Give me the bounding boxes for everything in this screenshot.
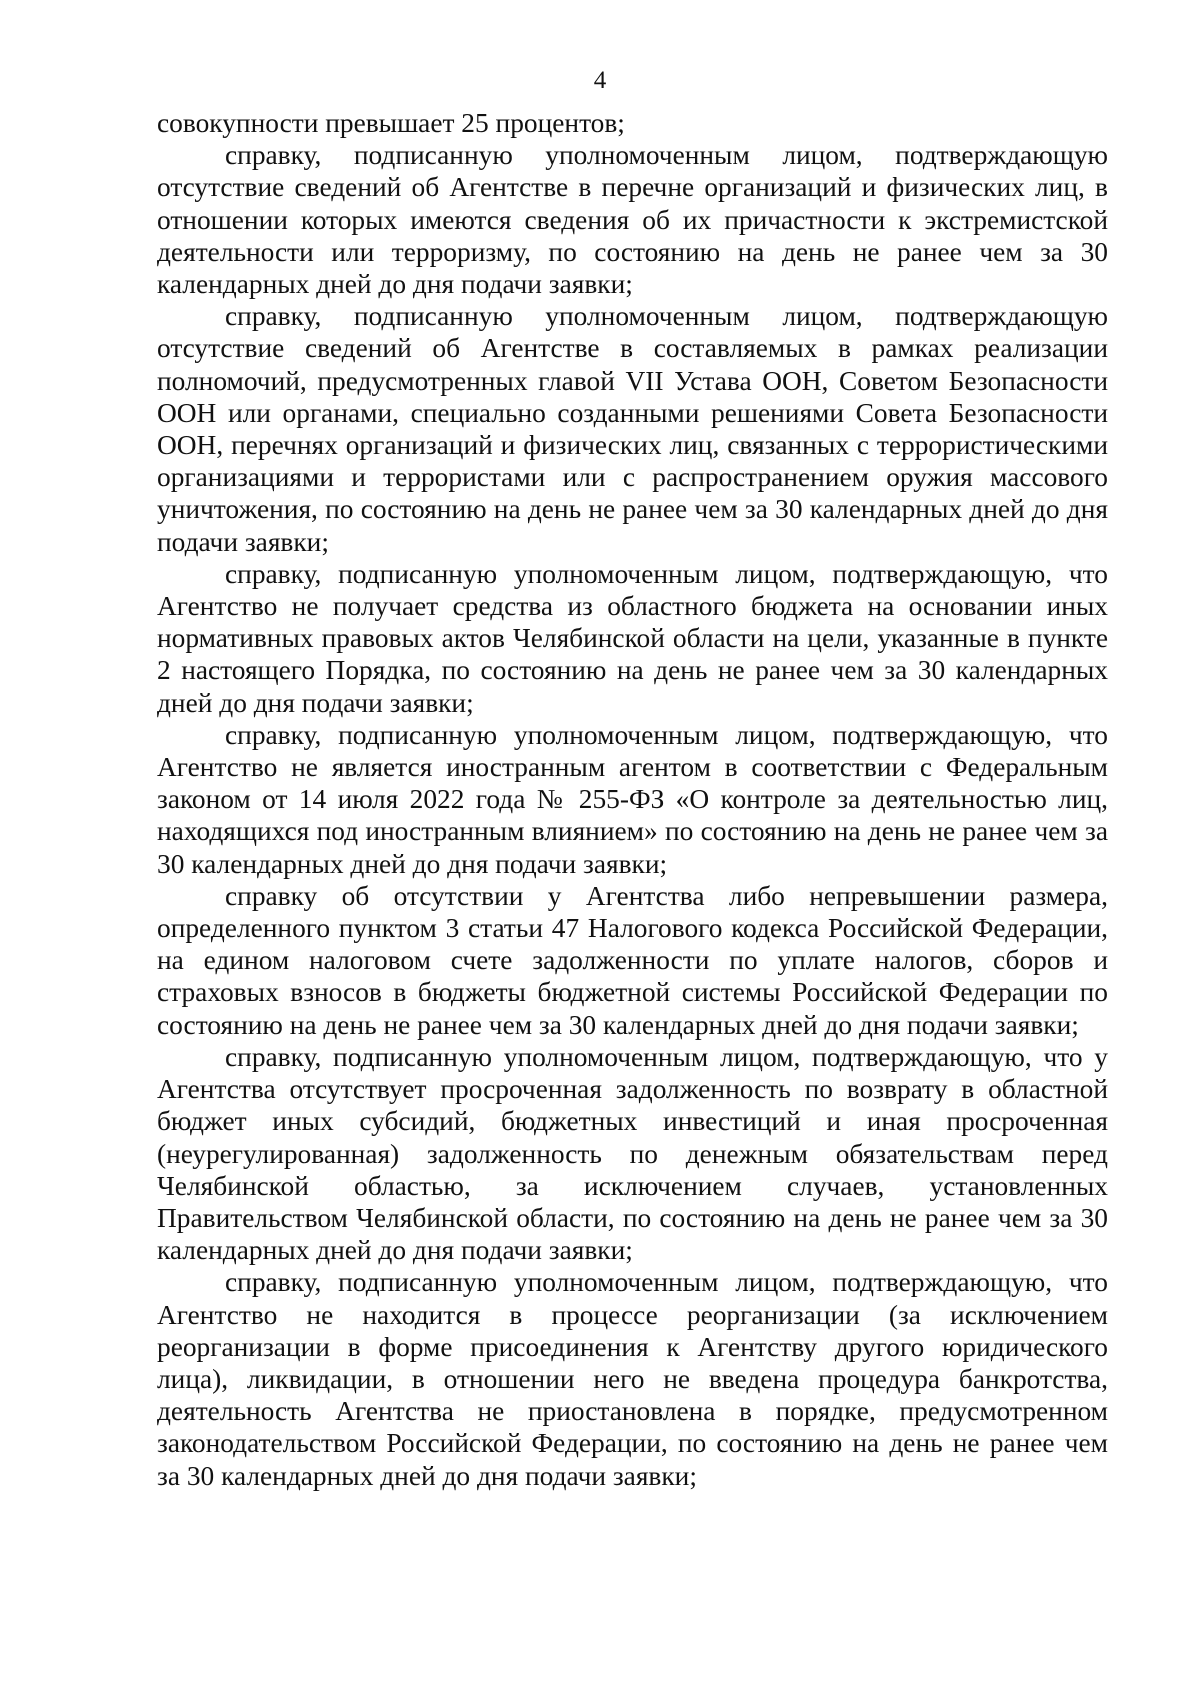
paragraph-extremism-certificate: справку, подписанную уполномоченным лицом, подтверждающую отсутствие сведений об Агентстве в перечне организаций и физических лиц, в отношении которых имеются сведения об их причастности к экстремистской деятельности или терроризму, по состоянию на день не ранее чем за 30 календарных дней до дня подачи заявки;: [157, 140, 1108, 300]
paragraph-tax-debt-certificate: справку об отсутствии у Агентства либо непревышении размера, определенного пунктом 3 статьи 47 Налогового кодекса Российской Федерации, на едином налоговом счете задолженности по уплате налогов, сборов и страховых взносов в бюджеты бюджетной системы Российской Федерации по состоянию на день не ранее чем за 30 календарных дней до дня подачи заявки;: [157, 880, 1108, 1040]
paragraph-budget-funds-certificate: справку, подписанную уполномоченным лицом, подтверждающую, что Агентство не получает средства из областного бюджета на основании иных нормативных правовых актов Челябинской области на цели, указанные в пункте 2 настоящего Порядка, по состоянию на день не ранее чем за 30 календарных дней до дня подачи заявки;: [157, 558, 1108, 718]
paragraph-continuation: совокупности превышает 25 процентов;: [157, 108, 625, 138]
document-body: [157, 107, 1108, 1492]
paragraph-reorganization-certificate: справку, подписанную уполномоченным лицом, подтверждающую, что Агентство не находится в процессе реорганизации (за исключением реорганизации в форме присоединения к Агентству другого юридического лица), ликвидации, в отношении него не введена процедура банкротства, деятельность Агентства не приостановлена в порядке, предусмотренном законодательством Российской Федерации, по состоянию на день не ранее чем за 30 календарных дней до дня подачи заявки;: [157, 1267, 1108, 1491]
paragraph-foreign-agent-certificate: справку, подписанную уполномоченным лицом, подтверждающую, что Агентство не является иностранным агентом в соответствии с Федеральным законом от 14 июля 2022 года № 255-ФЗ «О контроле за деятельностью лиц, находящихся под иностранным влиянием» по состоянию на день не ранее чем за 30 календарных дней до дня подачи заявки;: [157, 719, 1108, 879]
page-number: 4: [593, 67, 607, 94]
paragraph-overdue-debt-certificate: справку, подписанную уполномоченным лицом, подтверждающую, что у Агентства отсутствует просроченная задолженность по возврату в областной бюджет иных субсидий, бюджетных инвестиций и иная просроченная (неурегулированная) задолженность по денежным обязательствам перед Челябинской областью, за исключением случаев, установленных Правительством Челябинской области, по состоянию на день не ранее чем за 30 календарных дней до дня подачи заявки;: [157, 1041, 1108, 1266]
paragraph-un-sanctions-certificate: справку, подписанную уполномоченным лицом, подтверждающую отсутствие сведений об Агентстве в составляемых в рамках реализации полномочий, предусмотренных главой VII Устава ООН, Советом Безопасности ООН или органами, специально созданными решениями Совета Безопасности ООН, перечнях организаций и физических лиц, связанных с террористическими организациями и террористами или с распространением оружия массового уничтожения, по состоянию на день не ранее чем за 30 календарных дней до дня подачи заявки;: [157, 301, 1108, 557]
